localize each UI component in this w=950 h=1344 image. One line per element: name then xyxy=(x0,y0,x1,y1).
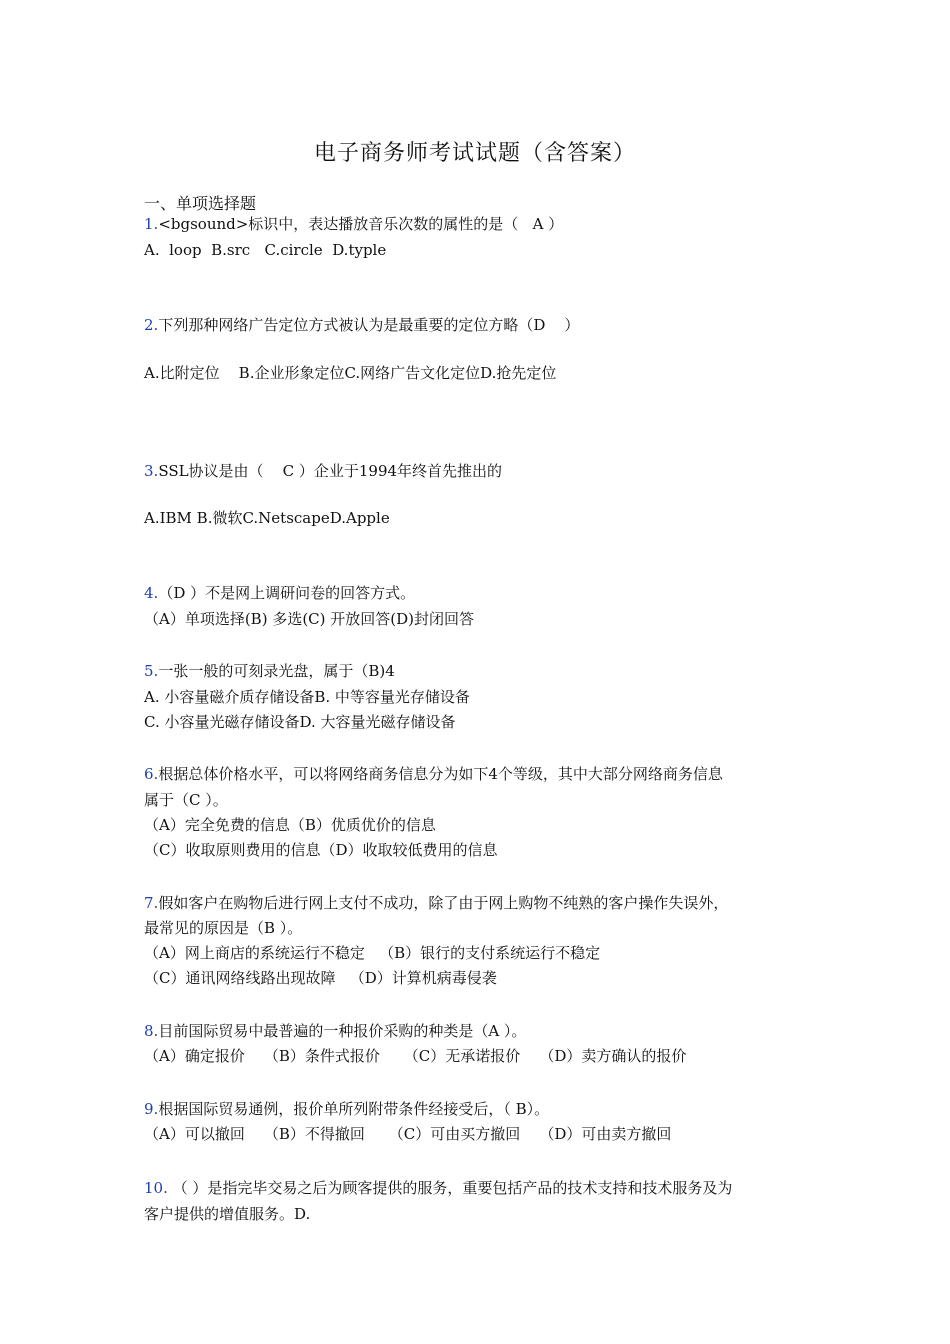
question-7-options-2: （C）通讯网络线路出现故障 （D）计算机病毒侵袭 xyxy=(144,969,497,987)
question-number: 6. xyxy=(144,765,159,783)
question-5 xyxy=(144,661,395,681)
question-text: 目前国际贸易中最普遍的一种报价采购的种类是（A ）。 xyxy=(158,1022,527,1040)
document-title: 电子商务师考试试题（含答案） xyxy=(313,141,636,166)
question-number: 4. xyxy=(144,584,159,602)
question-6 xyxy=(144,764,723,784)
question-8-options: （A）确定报价 （B）条件式报价 （C）无承诺报价 （D）卖方确认的报价 xyxy=(144,1047,687,1065)
question-text: （ ）是指完毕交易之后为顾客提供的服务，重要包括产品的技术支持和技术服务及为 xyxy=(167,1179,733,1197)
question-6-text-cont: 属于（C ）。 xyxy=(144,791,228,809)
question-2 xyxy=(144,315,579,335)
question-4 xyxy=(144,583,415,603)
question-10 xyxy=(144,1178,732,1198)
question-5-options-1: A. 小容量磁介质存储设备B. 中等容量光存储设备 xyxy=(144,688,470,706)
question-7-text-cont: 最常见的原因是（B ）。 xyxy=(144,919,303,937)
question-7 xyxy=(144,893,728,913)
section-heading: 一、单项选择题 xyxy=(144,194,257,213)
question-number: 8. xyxy=(144,1022,159,1040)
question-text: 根据国际贸易通例，报价单所列附带条件经接受后，（ B）。 xyxy=(158,1100,550,1118)
question-text: （D ）不是网上调研问卷的回答方式。 xyxy=(158,584,416,602)
question-6-options-2: （C）收取原则费用的信息（D）收取较低费用的信息 xyxy=(144,841,498,859)
question-number: 10. xyxy=(144,1179,168,1197)
question-number: 3. xyxy=(144,462,159,480)
question-3-options: A.IBM B.微软C.NetscapeD.Apple xyxy=(144,509,390,527)
question-text: 假如客户在购物后进行网上支付不成功，除了由于网上购物不纯熟的客户操作失误外， xyxy=(158,894,729,912)
question-number: 5. xyxy=(144,662,159,680)
question-text: 一张一般的可刻录光盘，属于（B)4 xyxy=(158,662,395,680)
question-1 xyxy=(144,214,563,234)
question-10-text-cont: 客户提供的增值服务。D. xyxy=(144,1205,311,1223)
question-4-options: （A）单项选择(B) 多选(C) 开放回答(D)封闭回答 xyxy=(144,610,475,628)
question-number: 2. xyxy=(144,316,159,334)
question-9 xyxy=(144,1099,549,1119)
question-7-options-1: （A）网上商店的系统运行不稳定 （B）银行的支付系统运行不稳定 xyxy=(144,944,601,962)
question-text: SSL协议是由（ C ）企业于1994年终首先推出的 xyxy=(158,462,503,480)
question-3 xyxy=(144,461,502,481)
question-2-options: A.比附定位 B.企业形象定位C.网络广告文化定位D.抢先定位 xyxy=(144,364,557,382)
question-9-options: （A）可以撤回 （B）不得撤回 （C）可由买方撤回 （D）可由卖方撤回 xyxy=(144,1125,672,1143)
question-1-options: A. loop B.src C.circle D.typle xyxy=(144,241,387,259)
question-text: 根据总体价格水平，可以将网络商务信息分为如下4个等级，其中大部分网络商务信息 xyxy=(158,765,723,783)
question-8 xyxy=(144,1021,526,1041)
question-5-options-2: C. 小容量光磁存储设备D. 大容量光磁存储设备 xyxy=(144,713,456,731)
question-text: <bgsound>标识中，表达播放音乐次数的属性的是（ A ） xyxy=(158,215,564,233)
question-number: 7. xyxy=(144,894,159,912)
question-6-options-1: （A）完全免费的信息（B）优质优价的信息 xyxy=(144,816,436,834)
question-number: 9. xyxy=(144,1100,159,1118)
question-number: 1. xyxy=(144,215,159,233)
question-text: 下列那种网络广告定位方式被认为是最重要的定位方略（D ） xyxy=(158,316,580,334)
